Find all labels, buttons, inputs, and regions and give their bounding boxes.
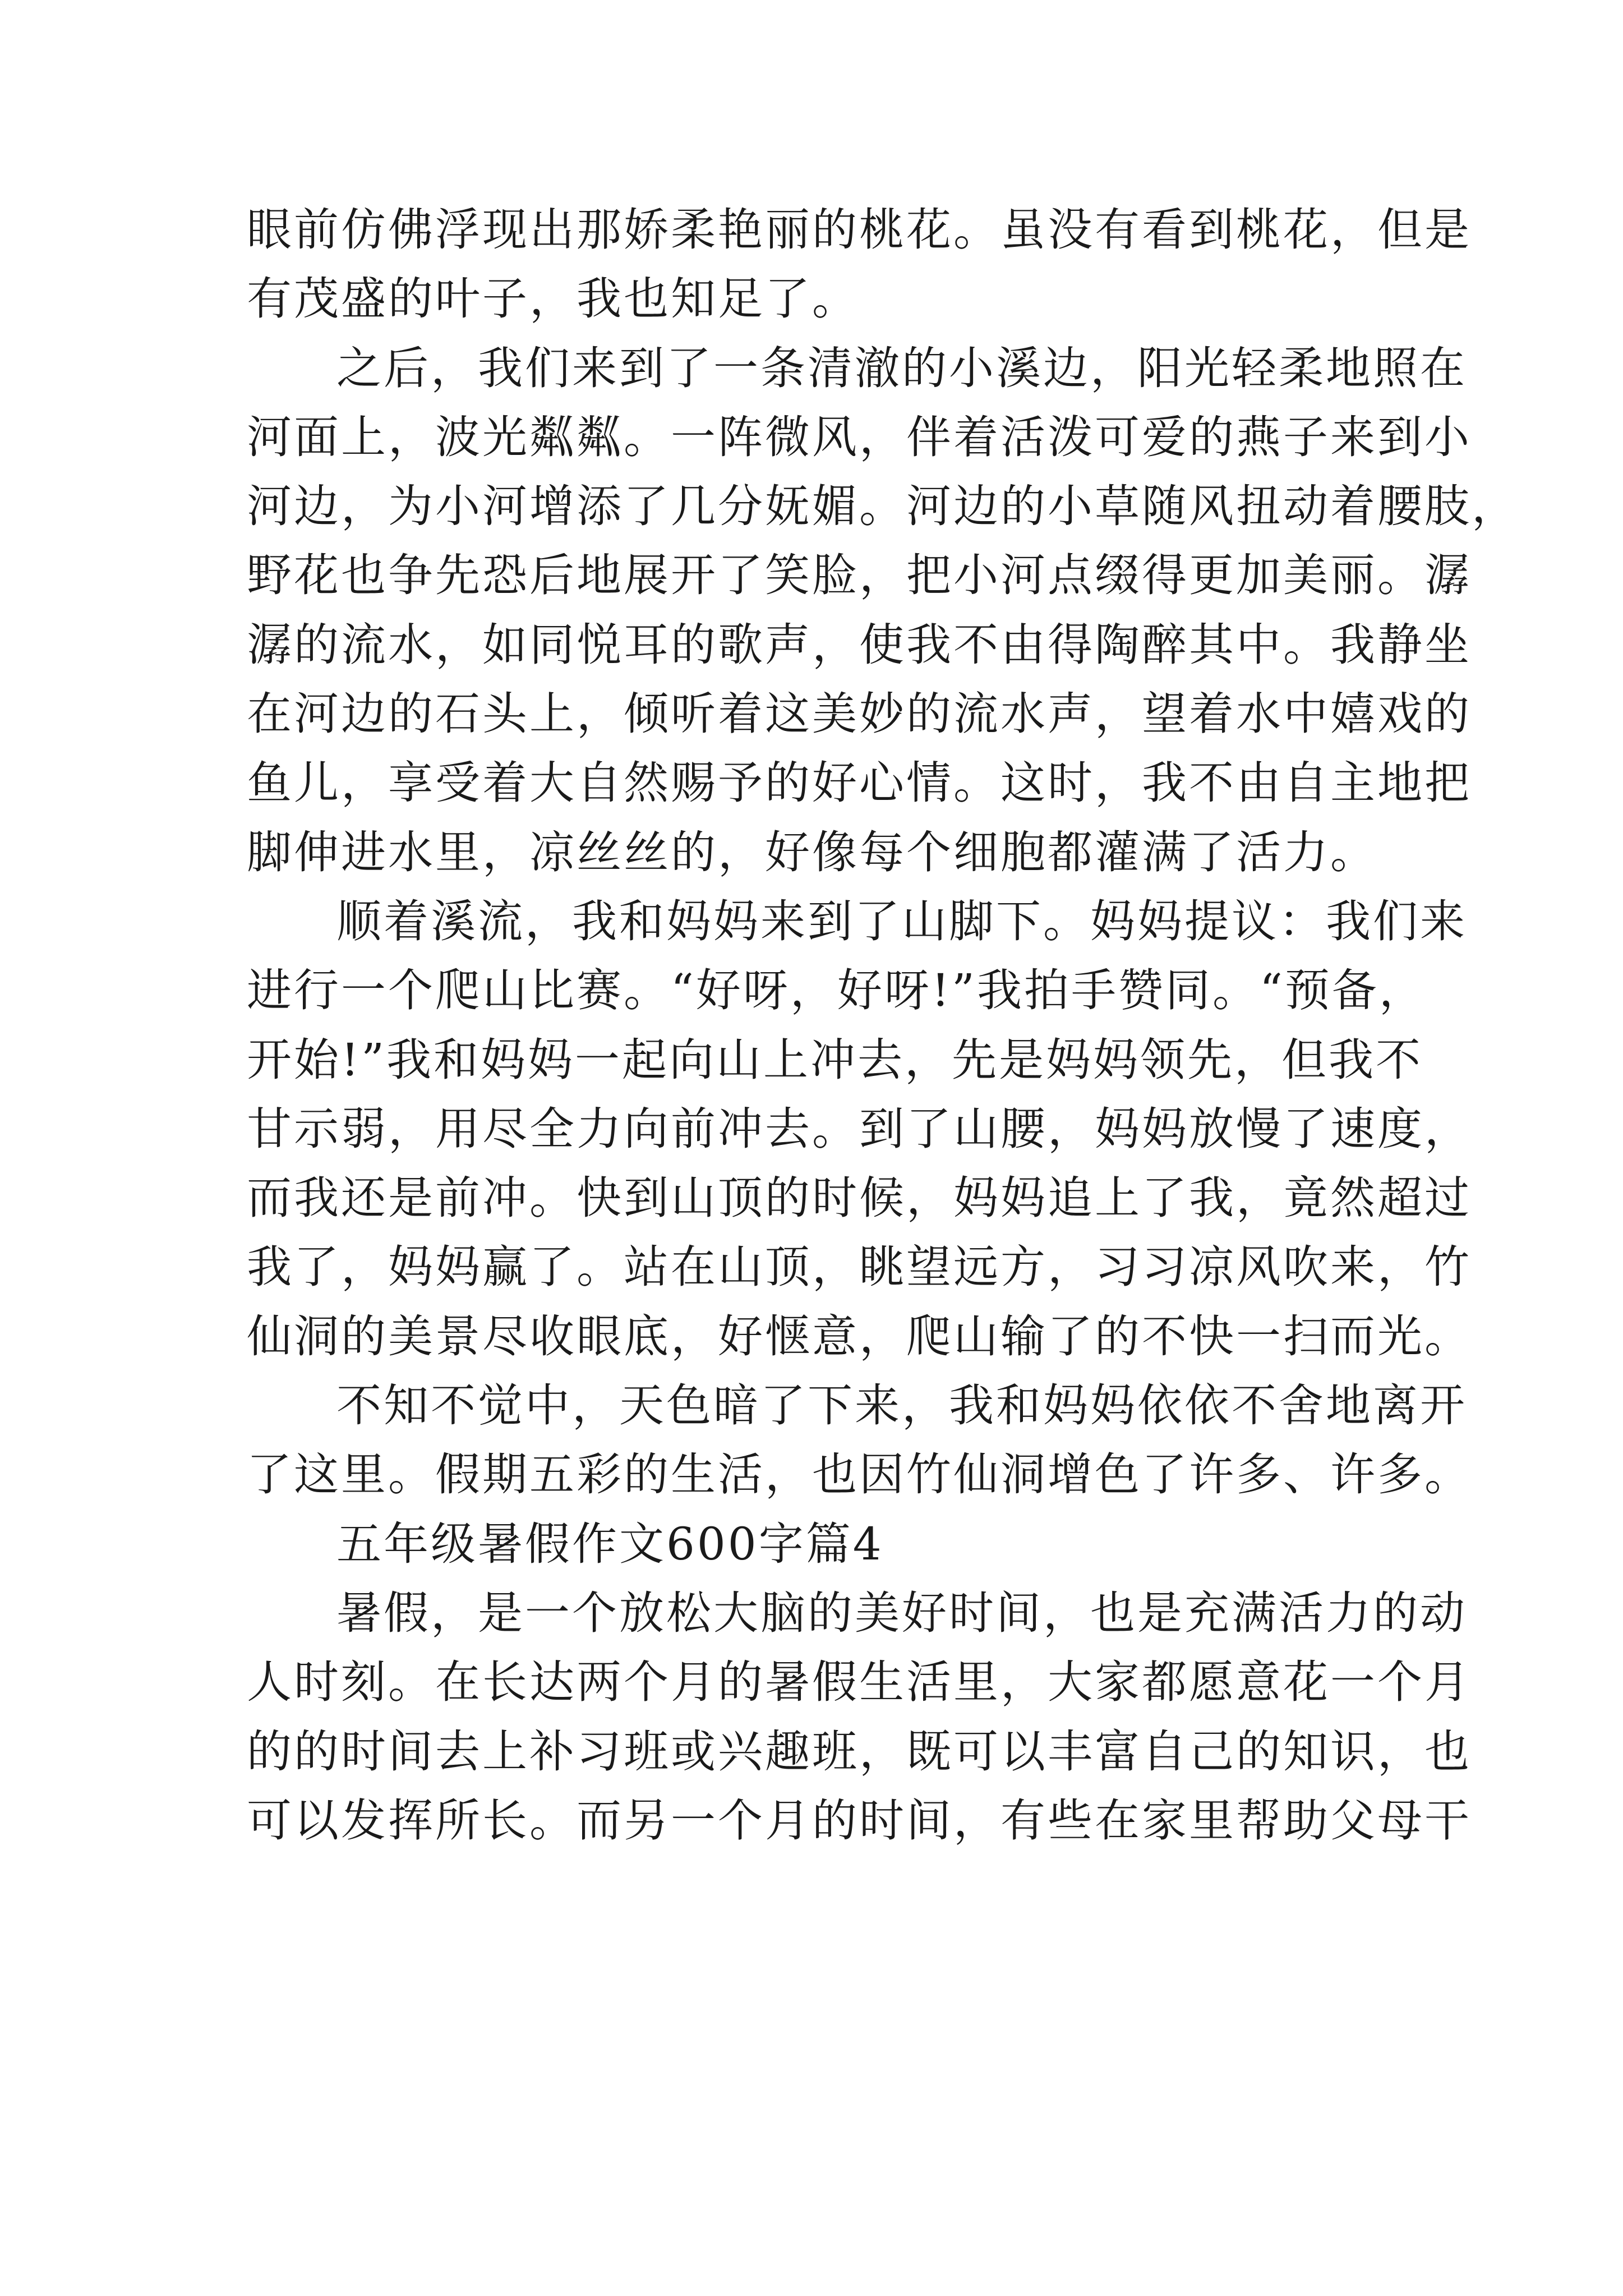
text-line: 野花也争先恐后地展开了笑脸，把小河点缀得更加美丽。潺	[247, 549, 1472, 602]
paragraph-start-line: 之后，我们来到了一条清澈的小溪边，阳光轻柔地照在	[336, 342, 1467, 394]
text-line: 而我还是前冲。快到山顶的时候，妈妈追上了我，竟然超过	[247, 1172, 1472, 1225]
section-heading: 五年级暑假作文600字篇4	[336, 1517, 884, 1570]
text-line: 可以发挥所长。而另一个月的时间，有些在家里帮助父母干	[247, 1794, 1472, 1847]
text-line: 了这里。假期五彩的生活，也因竹仙洞增色了许多、许多。	[247, 1448, 1472, 1501]
text-line: 在河边的石头上，倾听着这美妙的流水声，望着水中嬉戏的	[247, 688, 1472, 740]
text-line: 河边，为小河增添了几分妩媚。河边的小草随风扭动着腰肢，	[247, 480, 1519, 533]
text-line: 开始!”我和妈妈一起向山上冲去，先是妈妈领先，但我不	[247, 1033, 1423, 1086]
text-line: 我了，妈妈赢了。站在山顶，眺望远方，习习凉风吹来，竹	[247, 1241, 1472, 1294]
text-line: 脚伸进水里，凉丝丝的，好像每个细胞都灌满了活力。	[247, 826, 1377, 878]
text-line: 人时刻。在长达两个月的暑假生活里，大家都愿意花一个月	[247, 1656, 1472, 1709]
text-line: 仙洞的美景尽收眼底，好惬意，爬山输了的不快一扫而光。	[247, 1310, 1472, 1363]
text-line: 有茂盛的叶子，我也知足了。	[247, 273, 859, 325]
text-line: 鱼儿，享受着大自然赐予的好心情。这时，我不由自主地把	[247, 757, 1472, 809]
text-line: 甘示弱，用尽全力向前冲去。到了山腰，妈妈放慢了速度，	[247, 1102, 1472, 1155]
essay-body	[247, 195, 1519, 1855]
paragraph-start-line: 暑假，是一个放松大脑的美好时间，也是充满活力的动	[336, 1586, 1467, 1639]
text-line: 眼前仿佛浮现出那娇柔艳丽的桃花。虽没有看到桃花，但是	[247, 204, 1472, 256]
paragraph-start-line: 顺着溪流，我和妈妈来到了山脚下。妈妈提议：我们来	[336, 895, 1467, 947]
paragraph-start-line: 不知不觉中，天色暗了下来，我和妈妈依依不舍地离开	[336, 1379, 1467, 1432]
text-line: 潺的流水，如同悦耳的歌声，使我不由得陶醉其中。我静坐	[247, 618, 1472, 671]
text-line: 的的时间去上补习班或兴趣班，既可以丰富自己的知识，也	[247, 1725, 1472, 1778]
text-line: 河面上，波光粼粼。一阵微风，伴着活泼可爱的燕子来到小	[247, 411, 1472, 463]
text-line: 进行一个爬山比赛。“好呀，好呀!”我拍手赞同。“预备，	[247, 964, 1426, 1017]
